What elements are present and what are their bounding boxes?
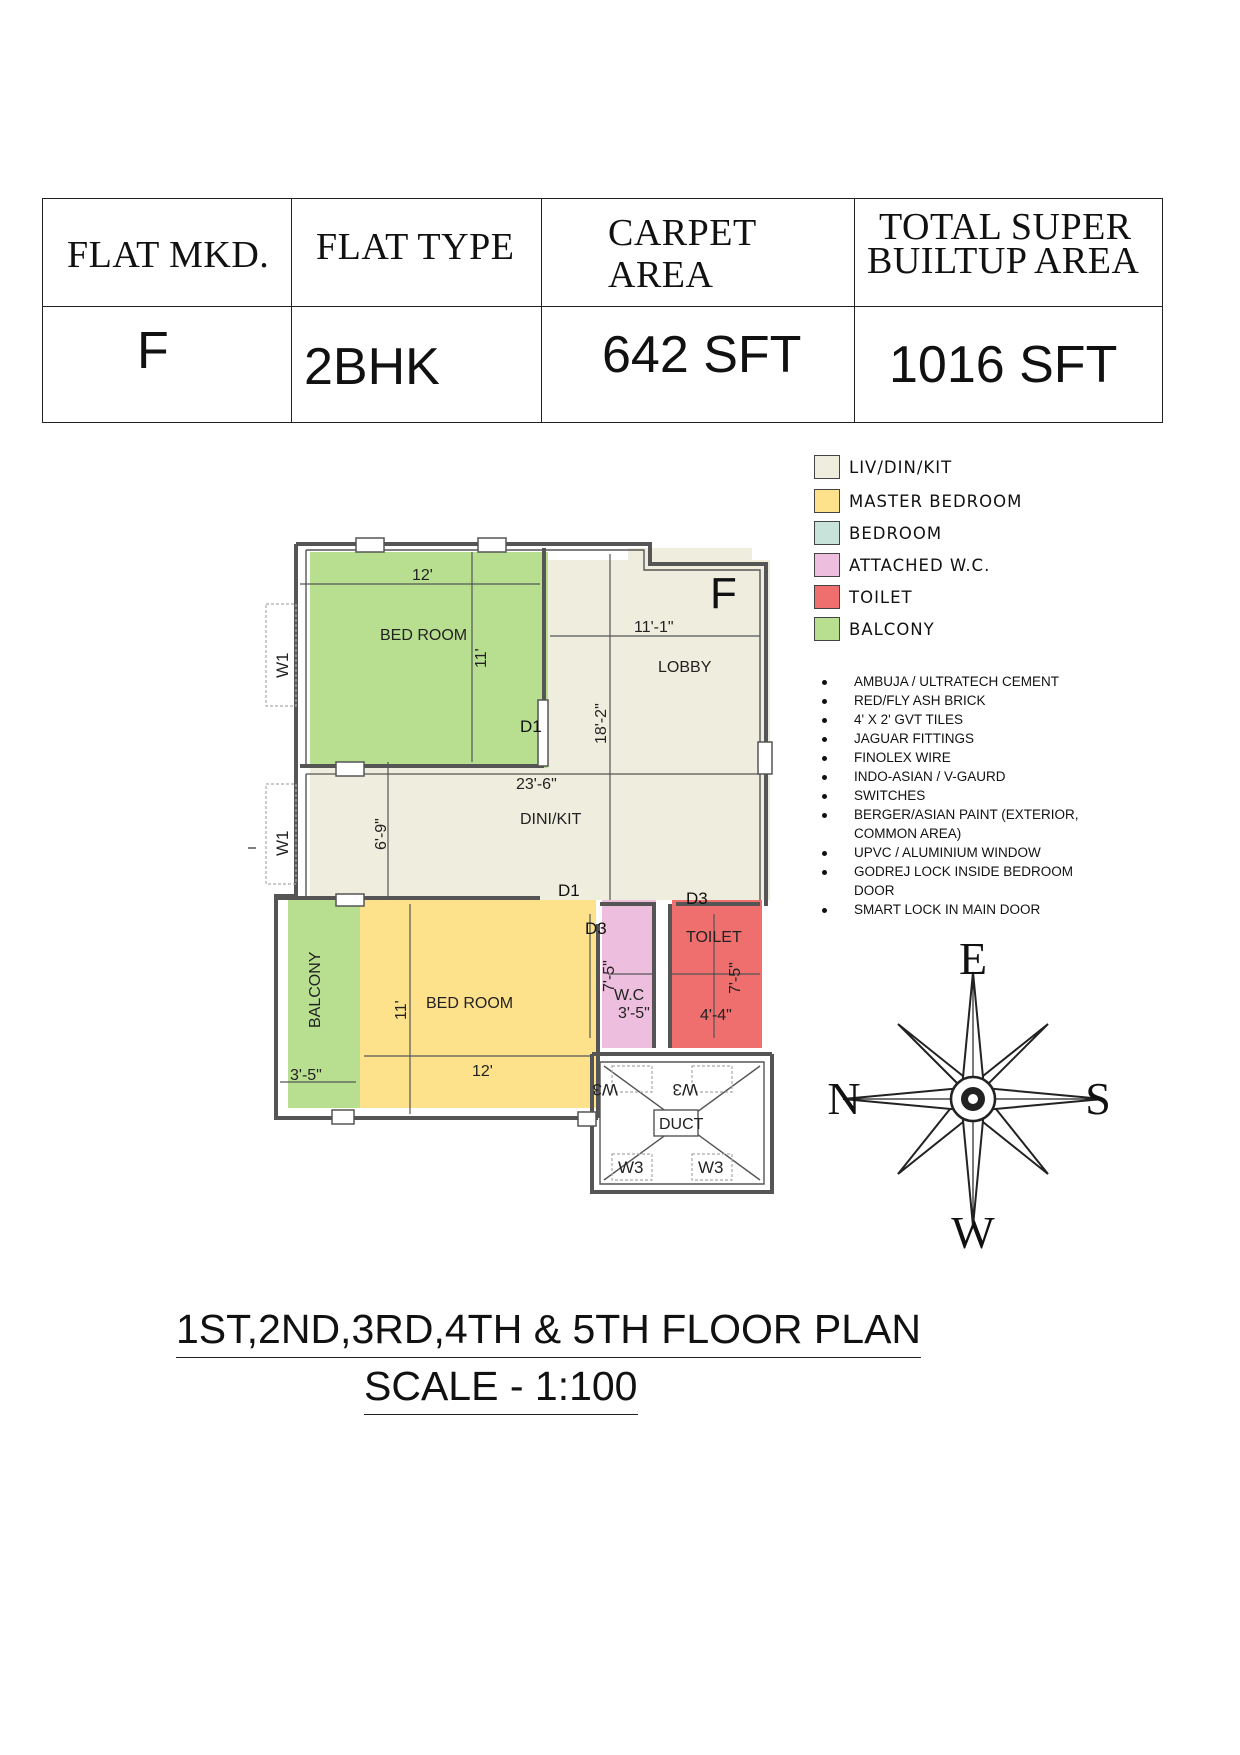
dim-dini-width: 23'-6" (516, 776, 557, 793)
value-carpet-area-cell (542, 307, 855, 423)
legend-item-bedroom (814, 521, 1022, 545)
dim-bed1-height: 11' (473, 648, 490, 668)
legend-item-attached-wc (814, 553, 1022, 577)
value-flat-mkd-cell (43, 307, 292, 423)
room-label-bed-room-1: BED ROOM (380, 627, 468, 644)
window-bed2-north (336, 894, 364, 906)
dim-balcony-width: 3'-5" (290, 1067, 322, 1084)
specifications-list (822, 672, 1122, 919)
legend-label: TOILET (849, 587, 913, 607)
room-label-dini-kit: DINI/KIT (520, 811, 582, 828)
dim-bed1-width: 12' (412, 567, 433, 584)
legend-label: MASTER BEDROOM (849, 491, 1023, 511)
spec-item: RED/FLY ASH BRICK (822, 691, 1122, 710)
window-lobby-east (758, 742, 772, 774)
window-w3-a: W3 (592, 1080, 618, 1099)
window-w3-b: W3 (672, 1080, 698, 1099)
value-carpet-area: 642 SFT (602, 326, 802, 384)
dim-wc-width: 3'-5" (618, 1005, 650, 1022)
window-w1-bottom: W1 (273, 830, 292, 856)
window-w1-top: W1 (273, 652, 292, 678)
room-label-wc: W.C (614, 987, 645, 1004)
legend-label: ATTACHED W.C. (849, 555, 991, 575)
legend-swatch (814, 489, 840, 513)
dim-lobby-width: 11'-1" (634, 619, 674, 636)
compass-hub-dot (968, 1094, 978, 1104)
window-bed1-south (336, 762, 364, 776)
value-super-area-cell (855, 307, 1163, 423)
legend-item-master-bedroom (814, 489, 1022, 513)
floor-plan-title: 1ST,2ND,3RD,4TH & 5TH FLOOR PLAN (176, 1306, 921, 1358)
window-balcony-south (332, 1110, 354, 1124)
legend-swatch (814, 617, 840, 641)
legend-item-living (814, 455, 1022, 479)
room-label-toilet: TOILET (686, 929, 742, 946)
floor-plan (240, 530, 780, 1220)
room-label-bed-room-2: BED ROOM (426, 995, 514, 1012)
legend-item-balcony (814, 617, 1022, 641)
value-flat-mkd: F (137, 322, 169, 380)
room-label-lobby: LOBBY (658, 659, 712, 676)
window-bed1-top-left (356, 538, 384, 552)
compass-south: S (1085, 1073, 1111, 1124)
legend-label: BALCONY (849, 619, 935, 639)
value-super-area: 1016 SFT (889, 336, 1118, 394)
header-carpet-area-line1: CARPET (608, 212, 757, 254)
dim-bed2-width: 12' (472, 1063, 493, 1080)
spec-item: INDO-ASIAN / V-GAURD (822, 767, 1122, 786)
dim-wc-height: 7'-5" (601, 960, 618, 992)
header-flat-type: FLAT TYPE (316, 226, 515, 268)
spec-item: SMART LOCK IN MAIN DOOR (822, 900, 1122, 919)
dim-bed2-height: 11' (393, 1000, 410, 1020)
header-super-area-cell (855, 199, 1163, 307)
spec-item: SWITCHES (822, 786, 1122, 805)
legend-label: LIV/DIN/KIT (849, 457, 953, 477)
spec-item: JAGUAR FITTINGS (822, 729, 1122, 748)
value-flat-type: 2BHK (304, 338, 440, 396)
legend-item-toilet (814, 585, 1022, 609)
room-label-balcony: BALCONY (307, 951, 324, 1028)
header-carpet-area-cell (542, 199, 855, 307)
legend-swatch (814, 455, 840, 479)
value-flat-type-cell (292, 307, 542, 423)
compass-east: E (958, 944, 988, 984)
spec-item: 4' X 2' GVT TILES (822, 710, 1122, 729)
door-d1-bed1: D1 (520, 717, 542, 736)
spec-item: GODREJ LOCK INSIDE BEDROOM (822, 862, 1122, 881)
spec-item: DOOR (854, 883, 895, 898)
window-bed2-south (578, 1112, 596, 1126)
dim-toilet-height: 7'-5" (727, 962, 744, 994)
room-label-duct: DUCT (659, 1116, 704, 1133)
spec-item: COMMON AREA) (854, 826, 962, 841)
legend-swatch (814, 585, 840, 609)
header-carpet-area-line2: AREA (608, 254, 714, 296)
spec-item: AMBUJA / ULTRATECH CEMENT (822, 672, 1122, 691)
legend-label: BEDROOM (849, 523, 943, 543)
header-super-area-line1: TOTAL SUPER (879, 206, 1132, 248)
window-w3-d: W3 (698, 1158, 724, 1177)
door-d1-bed2: D1 (558, 881, 580, 900)
compass-north: N (827, 1073, 861, 1124)
legend-swatch (814, 553, 840, 577)
dim-toilet-width: 4'-4" (700, 1007, 732, 1024)
compass-west: W (951, 1207, 995, 1254)
room-legend (814, 455, 1022, 649)
header-flat-mkd: FLAT MKD. (67, 234, 270, 276)
scale-label: SCALE - 1:100 (364, 1363, 638, 1415)
spec-item: FINOLEX WIRE (822, 748, 1122, 767)
flat-mark: F (710, 569, 737, 618)
window-bed1-top-right (478, 538, 506, 552)
flat-info-table (42, 198, 1163, 423)
header-super-area-line2: BUILTUP AREA (867, 240, 1140, 282)
header-flat-type-cell (292, 199, 542, 307)
header-flat-mkd-cell (43, 199, 292, 307)
compass-rose (818, 944, 1128, 1254)
dim-lobby-height: 18'-2" (593, 703, 610, 744)
dim-dini-height: 6'-9" (373, 818, 390, 850)
window-w3-c: W3 (618, 1158, 644, 1177)
legend-swatch (814, 521, 840, 545)
door-d3-wc: D3 (585, 919, 607, 938)
spec-item: UPVC / ALUMINIUM WINDOW (822, 843, 1122, 862)
spec-item: BERGER/ASIAN PAINT (EXTERIOR, (822, 805, 1122, 824)
door-d3-toilet: D3 (686, 889, 708, 908)
